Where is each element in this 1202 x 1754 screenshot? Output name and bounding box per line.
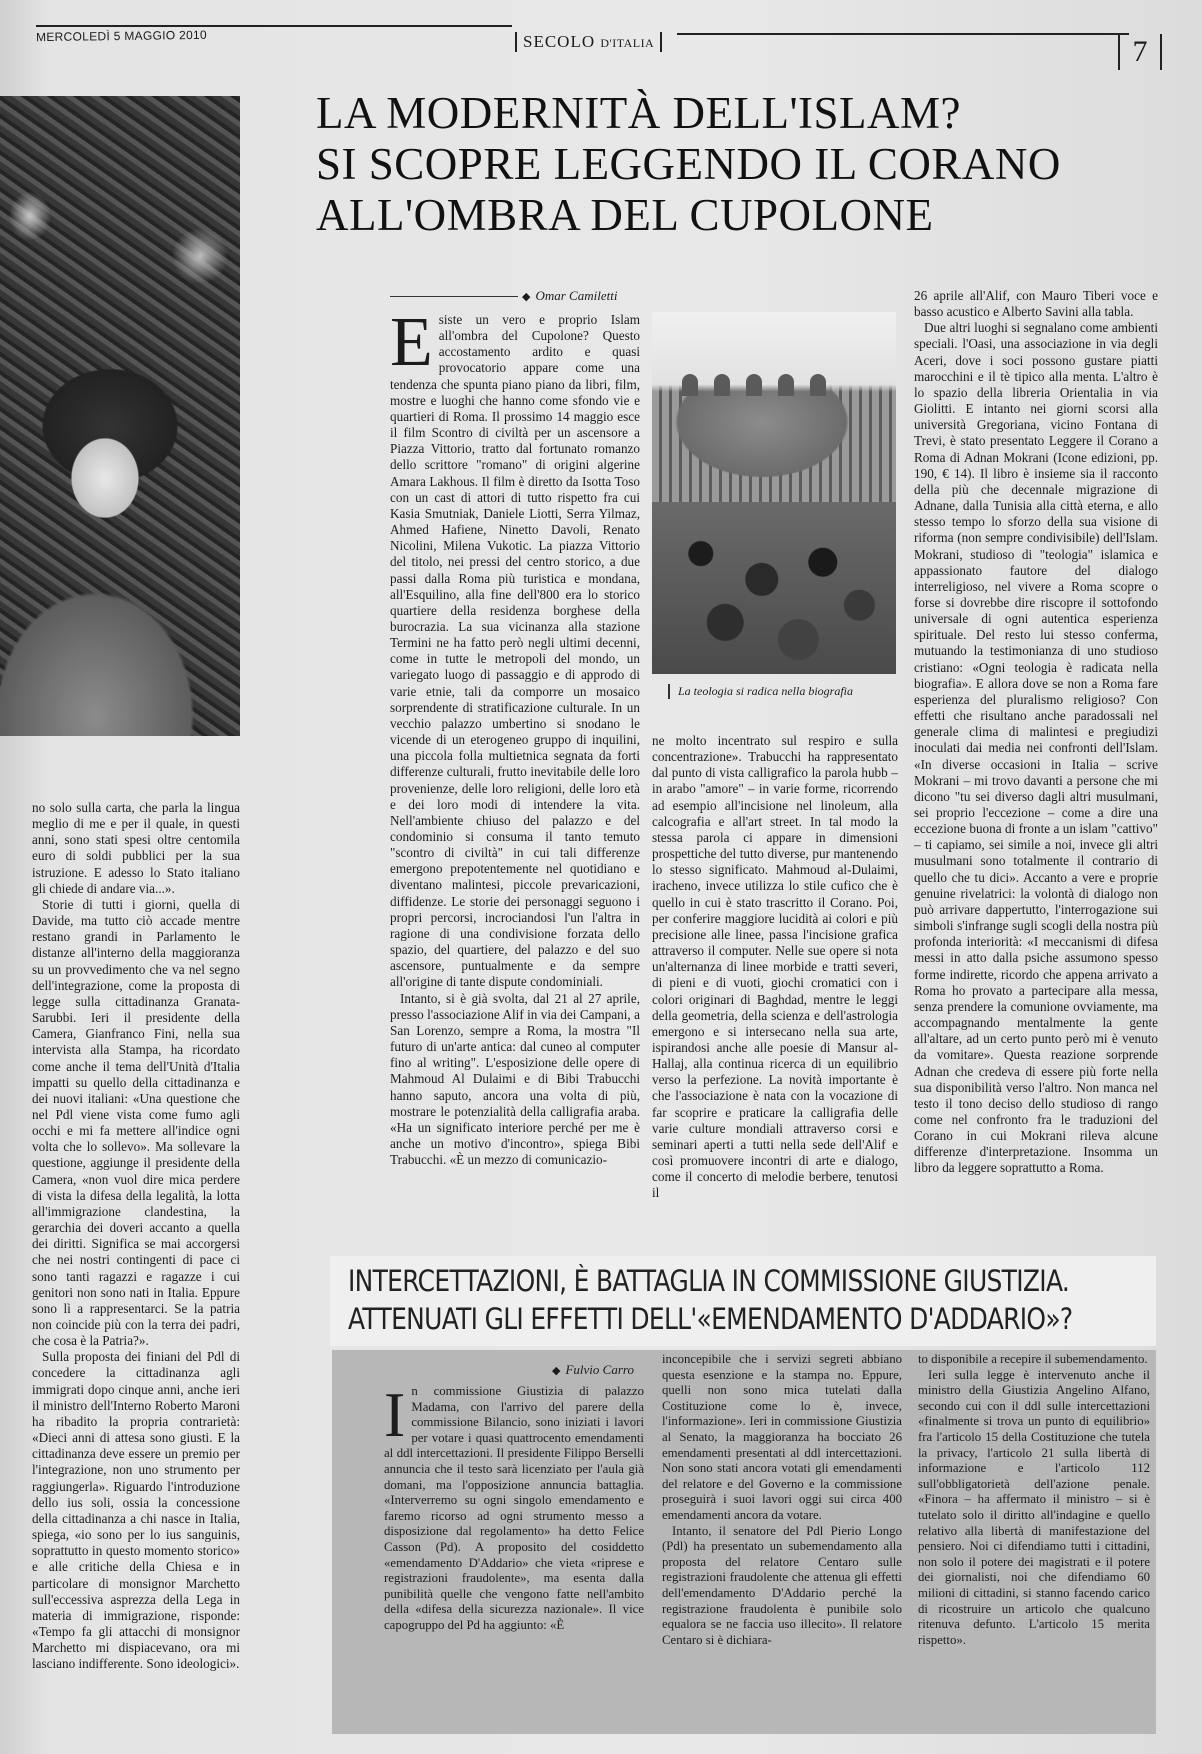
masthead-rule-left (36, 25, 512, 27)
sidebar-headline-line-1: INTERCETTAZIONI, È BATTAGLIA IN COMMISSIONE GIUSTIZIA. (348, 1264, 1070, 1298)
paragraph: Intanto, il senatore del Pdl Pierio Longo (Pdl) ha presentato un subemendamento alla proposta del relatore Centaro sulle registrazioni fraudolente che attenua gli effetti dell'emendamento D'Addario perché la registrazione fraudolenta è punibile solo equalora se ne faccia uso illecito». Il relatore Centaro si è dichiara- (662, 1523, 902, 1647)
paragraph: Intanto, si è già svolta, dal 21 al 27 aprile, presso l'associazione Alif in via dei Campani, a San Lorenzo, sempre a Roma, la mostra "Il futuro di un'arte antica: dal cuneo al computer fino al writing". L'esposizione delle opere di Mahmoud Al Dulaimi e di Bibi Trabucchi hanno saputo, ancora una volta di più, mostrare le potenzialità della calligrafia araba. «Ha un significato interiore perché per me è anche un motivo d'incontro», spiega Bibi Trabucchi. «È un mezzo di comunicazio- (390, 990, 640, 1168)
paragraph: to disponibile a recepire il subemendamento. (918, 1352, 1148, 1366)
sidebar-byline-author: Fulvio Carro (565, 1362, 634, 1377)
article-column-c (914, 288, 1158, 1243)
photo-caption: La teologia si radica nella biografia (668, 684, 912, 699)
paragraph: Storie di tutti i giorni, quella di Davide, ma tutto ciò accade mentre restano grandi in Parlamento le distanze all'interno della maggioranza su un provvedimento che va nel segno dell'integrazione, come la proposta di legge sulla cittadinanza Granata-Sarubbi. Ieri il presidente della Camera, Gianfranco Fini, nella sua intervista alla Stampa, ha ricordato come anche il tema dell'Unità d'Italia impatti su quello della cittadinanza e dei nuovi italiani: «Una questione che nel Pdl viene vista come fumo agli occhi e mi fa mettere all'indice ogni volta che lo sollevo». Ma sollevare la questione, aggiunge il presidente della Camera, «non vuol dire mica perdere di vista la difesa della legalità, la lotta all'immigrazione clandestina, la gerarchia dei doveri accanto a quella dei diritti. Significa se mai accorgersi che nei nostri contingenti di pace ci sono tanti ragazzi e ragazze i cui genitori non sono nati in Italia. Eppure sono lì a rappresentarci. Se la patria non coincide più con la terra dei padri, che cosa è la Patria?». (32, 896, 240, 1349)
drop-cap: E (390, 312, 433, 381)
article-column-a (390, 312, 640, 1242)
sidebar-byline (552, 1362, 634, 1378)
diamond-icon: ◆ (552, 1364, 561, 1377)
byline-rule (390, 296, 518, 297)
paper-name-main: SECOLO (523, 32, 596, 51)
drop-cap: I (384, 1384, 406, 1450)
headline-line-3: ALL'OMBRA DEL CUPOLONE (316, 190, 934, 240)
paragraph: Ieri sulla legge è intervenuto anche il ministro della Giustizia Angelino Alfano, secondo cui con il ddl sulle intercettazioni «finalmente si trova un punto di equilibrio» fra l'articolo 15 della Costituzione che tutela la privacy, l'articolo 21 sulla libertà di informazione e l'articolo 112 sull'obbligatorietà dell'azione penale. «Finora – ha affermato il ministro – si è tutelato solo il diritto all'indagine e quello relativo alla libertà di manifestazione del pensiero. Noi ci difendiamo tutti i cittadini, non solo il potere dei magistrati e il potere dei giornalisti, noi che difendiamo 60 milioni di cittadini, si stanno facendo carico di ricostruire un articolo che qualcuno ritenuva defunto. L'articolo 15 merita rispetto». (918, 1367, 1150, 1647)
headline-line-1: LA MODERNITÀ DELL'ISLAM? (316, 88, 962, 138)
page-number: 7 (1118, 34, 1162, 70)
sidebar-column-b (662, 1352, 902, 1728)
article-column-b (652, 733, 898, 1243)
sidebar-headline-box (330, 1256, 1156, 1346)
paragraph: Due altri luoghi si segnalano come ambienti speciali. l'Oasi, una associazione in via degli Aceri, dove i soci possono gustare piatti marocchini e il tè tipico alla menta. L'altro è lo spazio della libreria Orientalia in via Giolitti. E intanto nei giorni scorsi alla università Gregoriana, vicino Fontana di Trevi, è stato presentato Leggere il Corano a Roma di Adnan Mokrani (Icone edizioni, pp. 190, € 14). Il libro è insieme sia il racconto della più che decennale migrazione di Adnane, dalla Tunisia alla città eterna, e allo stesso tempo lo sforzo della sua visione di riforma (non sempre condivisibile) dell'Islam. Mokrani, studioso di "teologia" islamica e appassionato fautore del dialogo interreligioso, nel vivere a Roma scopre o forse si dovrebbe dire riscopre il sottofondo universale di ogni autentica esperienza spirituale. Del resto lui stesso conferma, mutuando la testimonianza di uno studioso cristiano: «Ogni teologia è radicata nella biografia». E allora dove se non a Roma fare esperienza del pluralismo religioso? Con effetti che risultano anche paradossali nel generale clima di malintesi e pregiudizi inoculati dai media nei confronti dell'Islam. «In diverse occasioni in Italia – scrive Mokrani – mi trovo davanti a persone che mi dicono "tu sei diverso dagli altri musulmani, sei proprio l'eccezione – come a dire una eccezione buona di fronte a un islam "cattivo" – ti capiamo, sei simile a noi, invece gli altri musulmani sono totalmente il contrario di quello che tu dici». Accanto a vere e proprie genuine rivelatrici: la volontà di dialogo non può arrivare dappertutto, l'interrogazione sui simboli s'infrange sugli scogli della nostra più profonda interiorità: «I meccanismi di difesa messi in atto dalla psiche assumono spesso forme indirette, ricordo che appena arrivato a Roma ho provato a partecipare alla messa, senza prendere la comunione ovviamente, ma accompagnando mentalmente la gente all'altare, ad un certo punto però mi è venuto da vomitare». Questa reazione sorprende Adnan che credeva di essere più forte nella sua disponibilità verso l'altro. Non manca nel testo il tono deciso dello studioso di rango come nel confronto fra le traduzioni del Corano in cui Mokrani rileva alcune differenze d'interpretazione. Insomma un libro da leggere soprattutto a Roma. (914, 320, 1158, 1176)
byline-author: Omar Camiletti (535, 288, 618, 303)
colosseum-photo (652, 312, 896, 674)
paragraph: no solo sulla carta, che parla la lingua meglio di me e per il quale, in questi anni, sono stati spesi oltre centomila euro di soldi pubblici per la sua istruzione. E adesso lo Stato italiano gli chiede di andare via...». (32, 800, 240, 896)
paper-name-suffix: D'ITALIA (600, 36, 655, 50)
sidebar-headline-line-2: ATTENUATI GLI EFFETTI DELL'«EMENDAMENTO D'ADDARIO»? (348, 1302, 1073, 1336)
paragraph: ne molto incentrato sul respiro e sulla concentrazione». Trabucchi ha rappresentato dal punto di vista calligrafico la parola hubb – in arabo "amore" – in varie forme, ricorrendo ad esempio all'incisione nel linoleum, alla calcografia e all'art street. In tal modo la stessa parola ci appare in dimensioni prospettiche del tutto diverse, pur mantenendo lo stesso significato. Mahmoud al-Dulaimi, iracheno, invece utilizza lo stile cufico che è quello in cui è stato trascritto il Corano. Poi, per conferire maggiore lucidità ai colori e più precisione alle linee, passa l'incisione grafica attraverso il computer. Nelle sue opere si nota un'alternanza di linee morbide e tratti severi, di pieni e di vuoti, giochi cromatici con i colori originari di Baghdad, mentre le leggi della geometria, della scienza e dell'astrologia emergono e si intersecano nella sua arte, ispirandosi anche alle poesie di Mansur al-Hallaj, alla continua ricerca di un equilibrio verso la perfezione. La novità importante è che l'associazione è nata con la vocazione di far scoprire e praticare la calligrafia delle varie culture mondiali attraverso corsi e seminari aperti a tutti nella sede dell'Alif e così promuovere incontri di arte e dialogo, come il concerto di melodie berbere, tenutosi il (652, 733, 898, 1201)
paragraph: Sulla proposta dei finiani del Pdl di concedere la cittadinanza agli immigrati dopo cinque anni, anche ieri il ministro dell'Interno Roberto Maroni ha ribadito la propria contrarietà: «Dieci anni di attesa sono giusti. E la cittadinanza deve essere un premio per l'integrazione, non uno strumento per raggiungerla». Riguardo l'introduzione dello ius soli, ossia la concessione della cittadinanza a chi nasce in Italia, spiega, «io sono per lo ius sanguinis, soprattutto in questo momento storico» e alle critiche della Chiesa e in particolare di monsignor Marchetto sull'eccessiva asprezza della Lega in materia di immigrazione, risponde: «Tempo fa gli attacchi di monsignor Marchetto mi dispiacevano, ora mi lasciano indifferente. Sono ideologici». (32, 1349, 240, 1672)
article-headline (316, 88, 1156, 241)
sidebar-column-c (918, 1352, 1150, 1728)
paper-name (515, 32, 662, 52)
masthead-rule-right (677, 33, 1129, 35)
paragraph: n commissione Giustizia di palazzo Madama, con l'arrivo del parere della commissione Bilancio, sono iniziati i lavori per votare i quasi quattrocento emendamenti al ddl intercettazioni. Il presidente Filippo Berselli annuncia che il testo sarà licenziato per l'aula già domani, ma l'opposizione annuncia battaglia. «Interverremo su ogni singolo emendamento e faremo ricorso ad ogni strumento messo a disposizione dal regolamento» ha detto Felice Casson (Pd). A proposito del cosiddetto «emendamento D'Addario» che vieta «riprese e registrazioni fraudolente», ma esenta dalla punibilità quelle che vengono fatte nell'ambito della «difesa della sicurezza nazionale». Il vice capogruppo del Pd ha aggiunto: «È (384, 1384, 644, 1632)
crowd-photo (0, 96, 240, 736)
paragraph: siste un vero e proprio Islam all'ombra del Cupolone? Questo accostamento ardito e quasi provocatorio appare come una tendenza che spunta piano piano da libri, film, mostre e luoghi che hanno come sfondo vie e quartieri di Roma. Il prossimo 14 maggio esce il film Scontro di civiltà per un ascensore a Piazza Vittorio, tratto dal fortunato romanzo dello scrittore "romano" di origini algerine Amara Lakhous. Il film è diretto da Isotta Toso con un cast di attori di tutto rispetto fra cui Kasia Smutniak, Daniele Liotti, Serra Yilmaz, Ahmed Hafiene, Ninetto Davoli, Renato Nicolini, Milena Vukotic. La piazza Vittorio del titolo, nei pressi del centro storico, a due passi dalla Roma più turistica e mondana, all'Esquilino, alla fine dell'800 era lo storico quartiere della residenza borghese della burocrazia. La sua vicinanza alla stazione Termini ne ha fatto però negli ultimi decenni, come in tutte le metropoli del mondo, un variegato luogo di passaggio e di approdo di varie etnie, tali da comporre un mosaico sorprendente di stratificazione culturale. In un vecchio palazzo umbertino si snodano le vicende di un eterogeneo gruppo di inquilini, una piccola folla multietnica segnata da forti differenze culturali, frutto inevitabile delle loro provenienze, delle loro religioni, delle loro età e dei loro modi di intendere la vita. Nell'ambiente chiuso del palazzo e del condominio si consuma il tanto temuto "scontro di civiltà" in cui tali differenze emergono prepotentemente nel quotidiano e diventano malintesi, piccole prevaricazioni, diffidenze. Le storie dei personaggi seguono i propri percorsi, incrociandosi l'un l'altra in ragione di una condivisione forzata dello spazio, del quartiere, del palazzo e del suo ascensore, puntualmente e da sempre all'origine di tante dispute condominiali. (390, 312, 640, 990)
diamond-icon: ◆ (522, 290, 531, 303)
issue-date: MERCOLEDÌ 5 MAGGIO 2010 (35, 27, 208, 45)
article-column-left (32, 800, 240, 1700)
paragraph: inconcepibile che i servizi segreti abbiano questa esenzione e la stampa no. Eppure, quelli non sono mica tutelati dalla Costituzione come lo è, invece, l'informazione». Ieri in commissione Giustizia al Senato, la maggioranza ha bocciato 26 emendamenti presentati al ddl intercettazioni. Non sono stati ancora votati gli emendamenti del relatore e del Governo e la commissione proseguirà i suoi lavori oggi sui circa 400 emendamenti ancora da votare. (662, 1352, 902, 1522)
sidebar-column-a (384, 1384, 644, 1726)
paragraph: 26 aprile all'Alif, con Mauro Tiberi voce e basso acustico e Alberto Savini alla tabla. (914, 288, 1158, 320)
article-byline (390, 288, 617, 304)
headline-line-2: SI SCOPRE LEGGENDO IL CORANO (316, 139, 1061, 189)
sidebar-article-box (332, 1350, 1156, 1734)
